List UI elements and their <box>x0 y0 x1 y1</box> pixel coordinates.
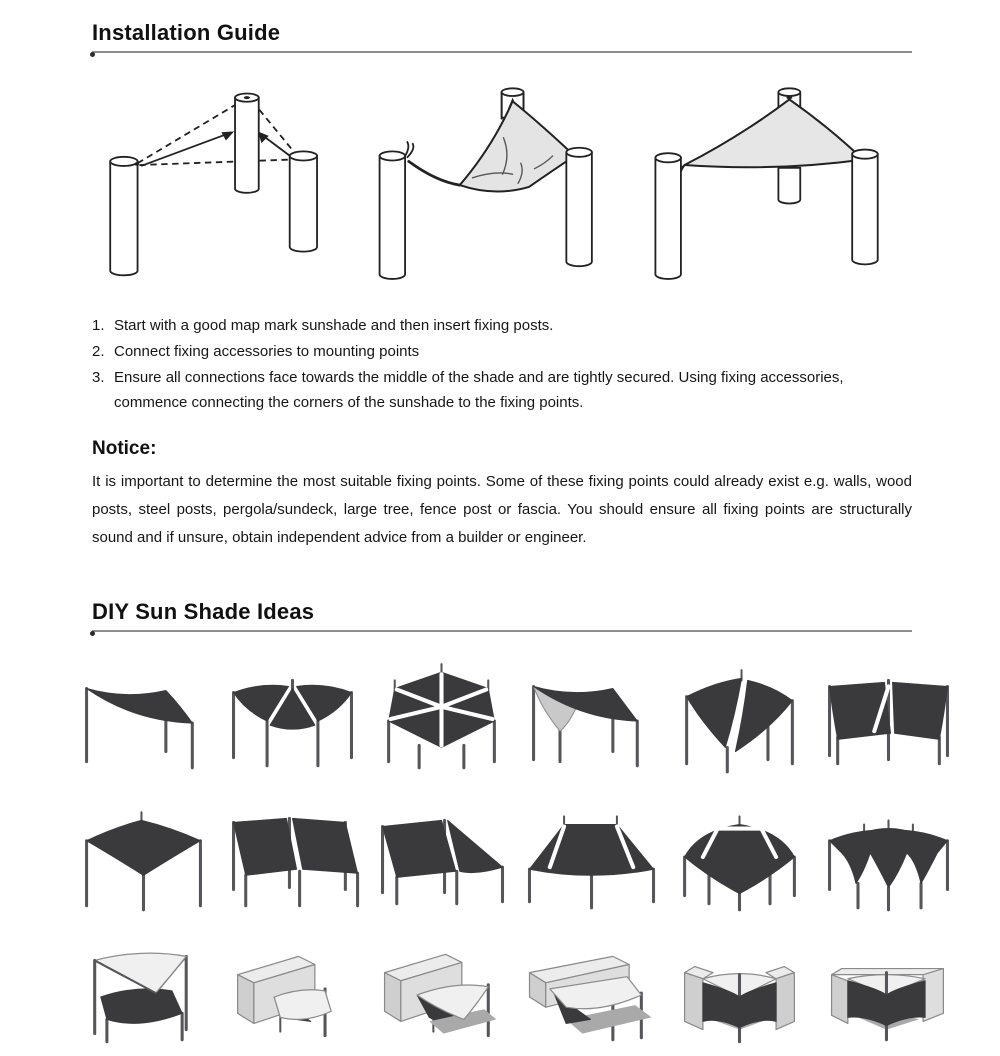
notice-section <box>92 438 912 551</box>
idea-wall-twisted-sail-illustration <box>368 934 515 1056</box>
idea-corner-crossed-sails-illustration <box>815 934 962 1056</box>
idea-slanted-twin-panels-illustration <box>219 796 366 918</box>
idea-wall-mounted-sail-illustration <box>219 934 366 1056</box>
idea-triangle-sail-illustration <box>70 658 217 780</box>
idea-gable-canopy-illustration <box>517 796 664 918</box>
idea-hexagon-umbrella-illustration <box>368 658 515 780</box>
installation-step <box>92 339 912 365</box>
idea-three-triangle-canopy-illustration <box>219 658 366 780</box>
post-layout-diagram <box>92 71 365 301</box>
idea-corner-butterfly-sails-illustration <box>666 934 813 1056</box>
diy-title: DIY Sun Shade Ideas <box>92 599 315 625</box>
idea-twin-triangle-diamond-illustration <box>666 658 813 780</box>
installation-steps <box>92 313 912 416</box>
ideas-grid <box>70 658 932 1056</box>
idea-two-layer-sail-illustration <box>70 934 217 1056</box>
idea-square-canopy-illustration <box>70 796 217 918</box>
idea-hexagon-dome-illustration <box>666 796 813 918</box>
step-number: 1. <box>92 317 105 334</box>
step-text: Connect fixing accessories to mounting points <box>114 342 420 360</box>
step-number: 2. <box>92 342 105 360</box>
installation-step <box>92 365 912 417</box>
notice-body: It is important to determine the most suitable fixing points. Some of these fixing points could already exist e.g. walls, wood posts, steel posts, pergola/sundeck, large tree, fence post or fascia. You should ensure all fixing points are structurally sound and if unsure, obtain independent advice from a builder or engineer. <box>92 473 912 546</box>
idea-slanted-panel-triangle-illustration <box>368 796 515 918</box>
installation-step <box>92 313 912 339</box>
section-divider <box>92 630 912 632</box>
loose-attachment-diagram <box>365 71 638 301</box>
diy-section <box>92 599 912 1056</box>
notice-title: Notice: <box>92 438 157 460</box>
step-text: Ensure all connections face towards the middle of the shade and are tightly secured. Using fixing accessories, commence connecting the corners of the sunshade to the fixing points. <box>114 368 844 412</box>
section-divider <box>92 51 912 53</box>
idea-scalloped-sails-illustration <box>815 796 962 918</box>
step-number: 3. <box>92 368 105 386</box>
idea-double-layer-triangle-illustration <box>517 658 664 780</box>
idea-twin-square-panels-illustration <box>815 658 962 780</box>
tensioned-shade-diagram <box>639 71 912 301</box>
installation-guide-title: Installation Guide <box>92 20 281 45</box>
installation-diagrams <box>92 71 912 303</box>
idea-wall-to-post-canopy-illustration <box>517 934 664 1056</box>
step-text: Start with a good map mark sunshade and then insert fixing posts. <box>114 317 554 334</box>
